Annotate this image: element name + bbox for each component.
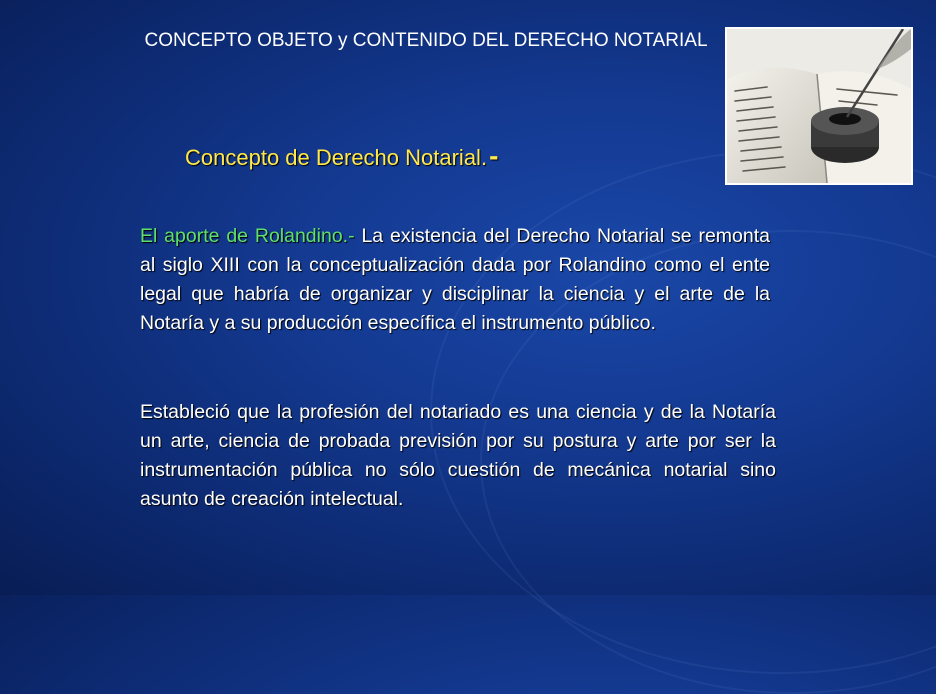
book-quill-inkwell-icon — [725, 27, 913, 185]
paragraph-lead: El aporte de Rolandino.- — [140, 225, 355, 247]
slide-title: CONCEPTO OBJETO y CONTENIDO DEL DERECHO NOTARIAL — [144, 30, 708, 51]
paragraph-profession: Estableció que la profesión del notariado es una ciencia y de la Notaría un arte, ciencia de probada previsión por su postura y arte por ser la instrumentación pública no sólo cuestión de mecánica notarial sino asunto de creación intelectual. — [140, 401, 776, 510]
paragraph-rolandino — [140, 222, 770, 338]
section-heading-text: Concepto de Derecho Notarial. — [185, 145, 488, 170]
section-heading-dash: - — [489, 140, 499, 171]
paragraph-body: La existencia del Derecho Notarial se remonta al siglo XIII con la conceptualización dada por Rolandino como el ente legal que habría de organizar y disciplinar la ciencia y el arte de la Notaría y a su producción específica el instrumento público. — [140, 225, 770, 334]
section-heading — [185, 140, 498, 172]
